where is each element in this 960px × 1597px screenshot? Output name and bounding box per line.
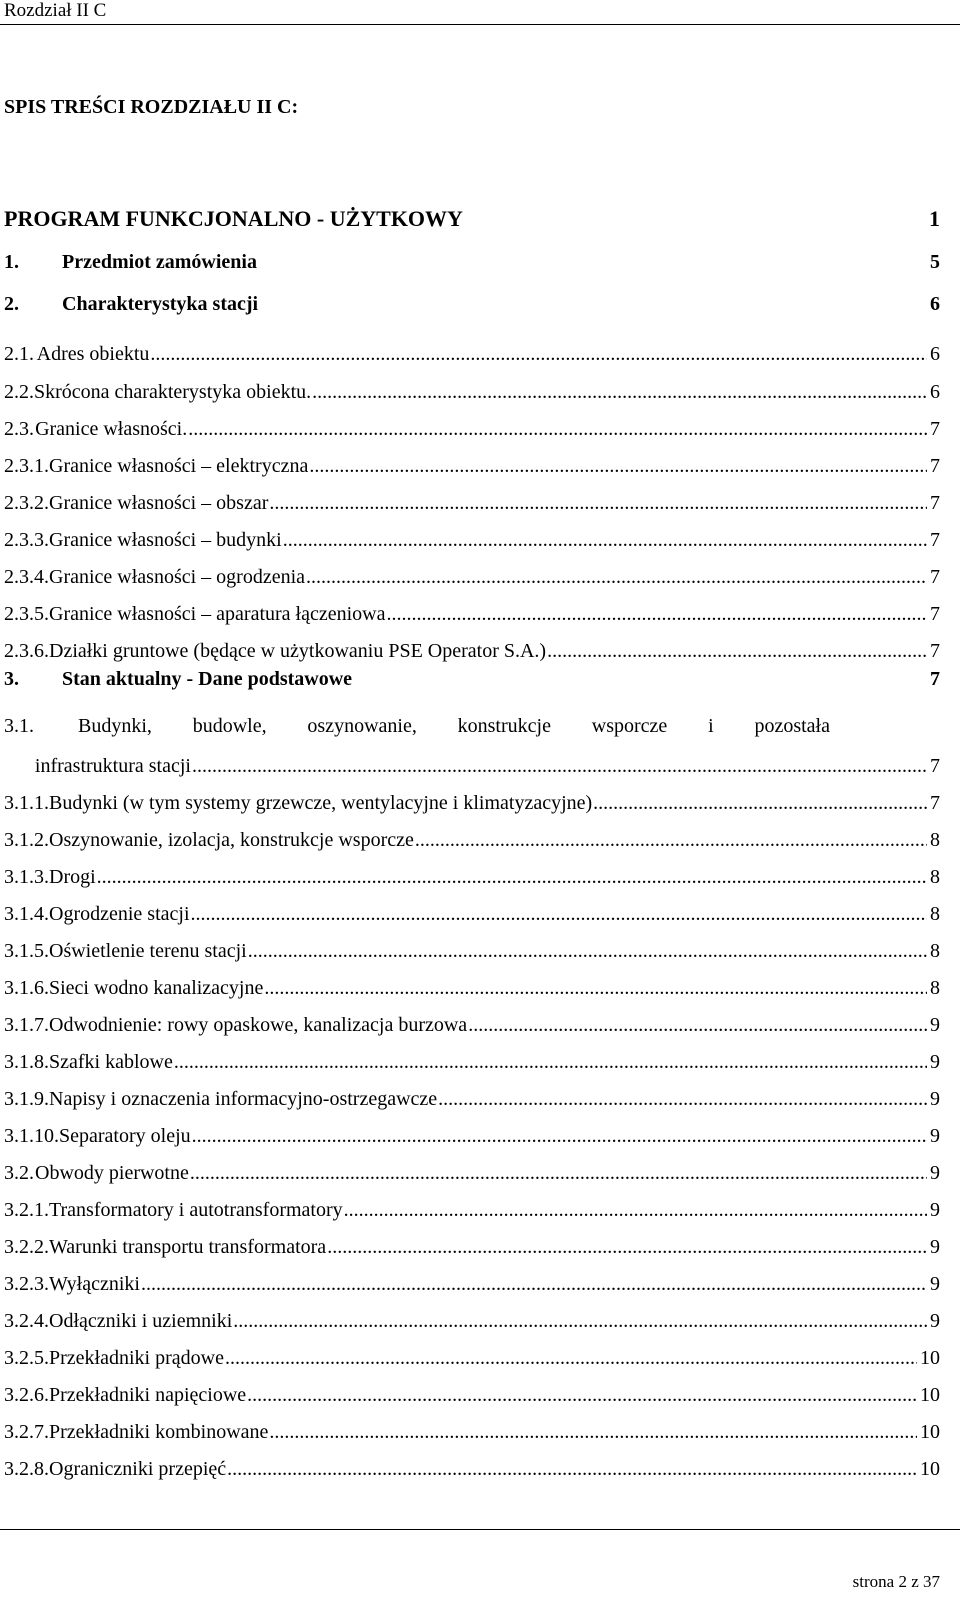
toc-leader-dots xyxy=(188,418,927,441)
toc-entry[interactable] xyxy=(4,1458,940,1481)
toc-leader-dots xyxy=(191,903,928,926)
toc-entry-text: Ogrodzenie stacji xyxy=(49,903,190,925)
toc-entry-number: 3.1.6. xyxy=(4,977,49,999)
toc-entry-number: 3.1.3. xyxy=(4,866,49,888)
toc-entry[interactable] xyxy=(4,455,940,478)
toc-entry-page: 10 xyxy=(920,1421,940,1443)
toc-entry-page: 7 xyxy=(930,418,940,440)
toc-leader-dots xyxy=(192,755,927,778)
toc-leader-dots xyxy=(264,977,927,1000)
toc-leader-dots xyxy=(248,940,927,963)
toc-leader-dots xyxy=(269,492,927,515)
toc-entry-page: 9 xyxy=(930,1125,940,1147)
toc-leader-dots xyxy=(306,566,927,589)
toc-entry-text: Granice własności – budynki xyxy=(49,529,282,551)
toc-entry-page: 1 xyxy=(929,206,940,231)
toc-entry[interactable] xyxy=(4,829,940,852)
toc-entry-number: 3.2.3. xyxy=(4,1273,49,1295)
toc-entry[interactable] xyxy=(4,293,940,316)
toc-leader-dots xyxy=(283,529,927,552)
toc-entry[interactable] xyxy=(4,206,940,232)
toc-entry-text: Sieci wodno kanalizacyjne xyxy=(49,977,264,999)
toc-entry-text: Wyłączniki xyxy=(49,1273,140,1295)
toc-entry[interactable] xyxy=(4,1236,940,1259)
toc-leader-dots xyxy=(247,1384,917,1407)
toc-entry-page: 7 xyxy=(930,566,940,588)
toc-entry-text: Szafki kablowe xyxy=(49,1051,173,1073)
toc-entry-page: 8 xyxy=(930,977,940,999)
toc-entry-page: 9 xyxy=(930,1236,940,1258)
toc-entry-page: 8 xyxy=(930,940,940,962)
toc-entry-number: 3.2.2. xyxy=(4,1236,49,1258)
toc-entry-number: 3.2.1. xyxy=(4,1199,49,1221)
toc-entry[interactable] xyxy=(4,977,940,1000)
toc-entry-number: 3.2.4. xyxy=(4,1310,49,1332)
toc-entry-text: Granice własności – ogrodzenia xyxy=(49,566,306,588)
toc-leader-dots xyxy=(225,1347,917,1370)
toc-entry[interactable] xyxy=(4,529,940,552)
toc-entry[interactable] xyxy=(4,492,940,515)
toc-entry-page: 7 xyxy=(930,640,940,662)
toc-entry-number: 3.1.4. xyxy=(4,903,49,925)
toc-entry-text: Granice własności. xyxy=(35,418,188,440)
toc-entry-text: Napisy i oznaczenia informacyjno-ostrzegawcze xyxy=(49,1088,438,1110)
toc-entry-page: 7 xyxy=(930,792,940,814)
toc-entry[interactable] xyxy=(4,940,940,963)
toc-entry[interactable] xyxy=(4,251,940,274)
toc-entry-number: 3.2. xyxy=(4,1162,34,1184)
toc-entry-page: 10 xyxy=(920,1458,940,1480)
toc-entry[interactable] xyxy=(4,566,940,589)
toc-entry-text: Drogi xyxy=(49,866,96,888)
toc-entry-text: Przekładniki kombinowane xyxy=(49,1421,269,1443)
toc-entry-page: 5 xyxy=(930,251,940,273)
toc-entry-page: 6 xyxy=(930,343,940,365)
toc-entry[interactable] xyxy=(4,1310,940,1333)
toc-entry-page: 8 xyxy=(930,829,940,851)
toc-entry-text: Działki gruntowe (będące w użytkowaniu PSE Operator S.A.) xyxy=(49,640,547,662)
toc-entry-page: 9 xyxy=(930,1088,940,1110)
toc-entry-number: 2.3. xyxy=(4,418,34,440)
toc-entry-number: 2.1. xyxy=(4,343,34,365)
toc-entry[interactable] xyxy=(4,1421,940,1444)
toc-title: SPIS TREŚCI ROZDZIAŁU II C: xyxy=(4,96,299,118)
toc-entry-page: 9 xyxy=(930,1162,940,1184)
toc-entry-text: Oświetlenie terenu stacji xyxy=(49,940,247,962)
toc-entry[interactable] xyxy=(4,1051,940,1074)
toc-entry-page: 7 xyxy=(930,755,940,777)
toc-leader-dots xyxy=(141,1273,927,1296)
toc-leader-dots xyxy=(327,1236,927,1259)
toc-entry-number: 3.2.6. xyxy=(4,1384,49,1406)
toc-leader-dots xyxy=(269,1421,917,1444)
toc-entry-page: 8 xyxy=(930,866,940,888)
toc-entry-text: Charakterystyka stacji xyxy=(62,293,259,315)
toc-entry[interactable] xyxy=(4,668,940,691)
toc-entry[interactable] xyxy=(4,640,940,663)
toc-leader-dots xyxy=(233,1310,927,1333)
toc-entry-text: Granice własności – obszar xyxy=(49,492,269,514)
toc-leader-dots xyxy=(150,343,927,366)
toc-entry-number: 2.3.4. xyxy=(4,566,49,588)
toc-entry-text: Obwody pierwotne xyxy=(35,1162,189,1184)
toc-entry-text: Transformatory i autotransformatory xyxy=(49,1199,343,1221)
toc-entry[interactable] xyxy=(4,1384,940,1407)
toc-entry-page: 10 xyxy=(920,1384,940,1406)
toc-leader-dots xyxy=(593,792,927,815)
toc-entry-number: 3.1.8. xyxy=(4,1051,49,1073)
toc-entry[interactable] xyxy=(4,1273,940,1296)
toc-entry-page: 9 xyxy=(930,1273,940,1295)
toc-entry-page: 8 xyxy=(930,903,940,925)
toc-entry-page: 6 xyxy=(930,293,940,315)
toc-entry-number: 2.3.2. xyxy=(4,492,49,514)
toc-entry-number: 2. xyxy=(4,293,19,315)
toc-entry-text: Granice własności – elektryczna xyxy=(49,455,309,477)
toc-entry-text: Skrócona charakterystyka obiektu. xyxy=(34,381,312,403)
toc-leader-dots xyxy=(190,1162,927,1185)
toc-entry-number: 2.3.1. xyxy=(4,455,49,477)
toc-leader-dots xyxy=(468,1014,927,1037)
toc-entry-number: 3.1.2. xyxy=(4,829,49,851)
toc-entry-number: 3.1.10. xyxy=(4,1125,59,1147)
toc-entry-page: 6 xyxy=(930,381,940,403)
toc-entry[interactable] xyxy=(4,1014,940,1037)
toc-entry-text: Granice własności – aparatura łączeniowa xyxy=(49,603,386,625)
toc-entry[interactable] xyxy=(4,792,940,815)
toc-entry-page: 10 xyxy=(920,1347,940,1369)
toc-entry-text: Przekładniki napięciowe xyxy=(49,1384,247,1406)
toc-leader-dots xyxy=(192,1125,927,1148)
toc-entry-number: 3.1. xyxy=(4,715,34,737)
toc-entry-number: 2.3.5. xyxy=(4,603,49,625)
toc-entry-text: Odwodnienie: rowy opaskowe, kanalizacja burzowa xyxy=(49,1014,468,1036)
toc-entry-page: 9 xyxy=(930,1199,940,1221)
toc-entry-text: Stan aktualny - Dane podstawowe xyxy=(62,668,353,690)
toc-entry-number: 3.2.7. xyxy=(4,1421,49,1443)
toc-entry-page: 9 xyxy=(930,1051,940,1073)
toc-entry-number: 3.1.1. xyxy=(4,792,49,814)
toc-entry-page: 7 xyxy=(930,529,940,551)
toc-entry-continuation[interactable] xyxy=(4,755,940,778)
toc-entry[interactable] xyxy=(4,418,940,441)
toc-leader-dots xyxy=(438,1088,927,1111)
toc-entry-text: Przekładniki prądowe xyxy=(49,1347,224,1369)
running-header: Rozdział II C xyxy=(4,0,107,21)
footer-divider xyxy=(0,1529,960,1530)
toc-entry-text: Warunki transportu transformatora xyxy=(49,1236,327,1258)
toc-leader-dots xyxy=(415,829,927,852)
toc-entry-number: 3.1.9. xyxy=(4,1088,49,1110)
toc-entry-page: 7 xyxy=(930,603,940,625)
toc-entry-text: Odłączniki i uziemniki xyxy=(49,1310,233,1332)
toc-entry-page: 7 xyxy=(930,668,940,690)
toc-leader-dots xyxy=(387,603,928,626)
toc-entry-text: infrastruktura stacji xyxy=(34,755,191,777)
toc-entry-number: 3.1.7. xyxy=(4,1014,49,1036)
header-divider xyxy=(0,24,960,25)
toc-entry-text: Separatory oleju xyxy=(59,1125,191,1147)
toc-entry-number: 3. xyxy=(4,668,19,690)
toc-leader-dots xyxy=(547,640,927,663)
toc-entry[interactable] xyxy=(4,715,940,738)
toc-entry-text: Ograniczniki przepięć xyxy=(49,1458,227,1480)
toc-entry-number: 2.3.3. xyxy=(4,529,49,551)
toc-entry-page: 9 xyxy=(930,1014,940,1036)
toc-entry-text: Adres obiektu xyxy=(36,343,150,365)
toc-entry-text: PROGRAM FUNKCJONALNO - UŻYTKOWY xyxy=(4,206,463,231)
toc-entry-text: Budynki, budowle, oszynowanie, konstrukcje wsporcze i pozostała xyxy=(78,715,830,737)
toc-entry-number: 3.2.5. xyxy=(4,1347,49,1369)
toc-leader-dots xyxy=(344,1199,927,1222)
toc-entry[interactable] xyxy=(4,866,940,889)
toc-leader-dots xyxy=(309,455,927,478)
toc-entry[interactable] xyxy=(4,343,940,366)
toc-entry[interactable] xyxy=(4,1347,940,1370)
toc-entry-number: 3.2.8. xyxy=(4,1458,49,1480)
toc-entry-text: Budynki (w tym systemy grzewcze, wentylacyjne i klimatyzacyjne) xyxy=(49,792,593,814)
toc-entry[interactable] xyxy=(4,1199,940,1222)
toc-entry-number: 2.3.6. xyxy=(4,640,49,662)
page-number: strona 2 z 37 xyxy=(852,1572,940,1591)
toc-entry[interactable] xyxy=(4,903,940,926)
toc-entry-number: 1. xyxy=(4,251,19,273)
toc-entry-text: Przedmiot zamówienia xyxy=(62,251,257,273)
toc-leader-dots xyxy=(227,1458,917,1481)
toc-entry[interactable] xyxy=(4,1088,940,1111)
toc-entry-number: 2.2. xyxy=(4,381,34,403)
toc-entry-page: 9 xyxy=(930,1310,940,1332)
toc-leader-dots xyxy=(97,866,927,889)
toc-entry[interactable] xyxy=(4,1125,940,1148)
toc-leader-dots xyxy=(312,381,927,404)
toc-entry-page: 7 xyxy=(930,455,940,477)
toc-leader-dots xyxy=(174,1051,927,1074)
toc-entry-page: 7 xyxy=(930,492,940,514)
toc-entry[interactable] xyxy=(4,1162,940,1185)
toc-entry[interactable] xyxy=(4,603,940,626)
toc-entry-number: 3.1.5. xyxy=(4,940,49,962)
toc-entry[interactable] xyxy=(4,381,940,404)
toc-entry-text: Oszynowanie, izolacja, konstrukcje wsporcze xyxy=(49,829,414,851)
